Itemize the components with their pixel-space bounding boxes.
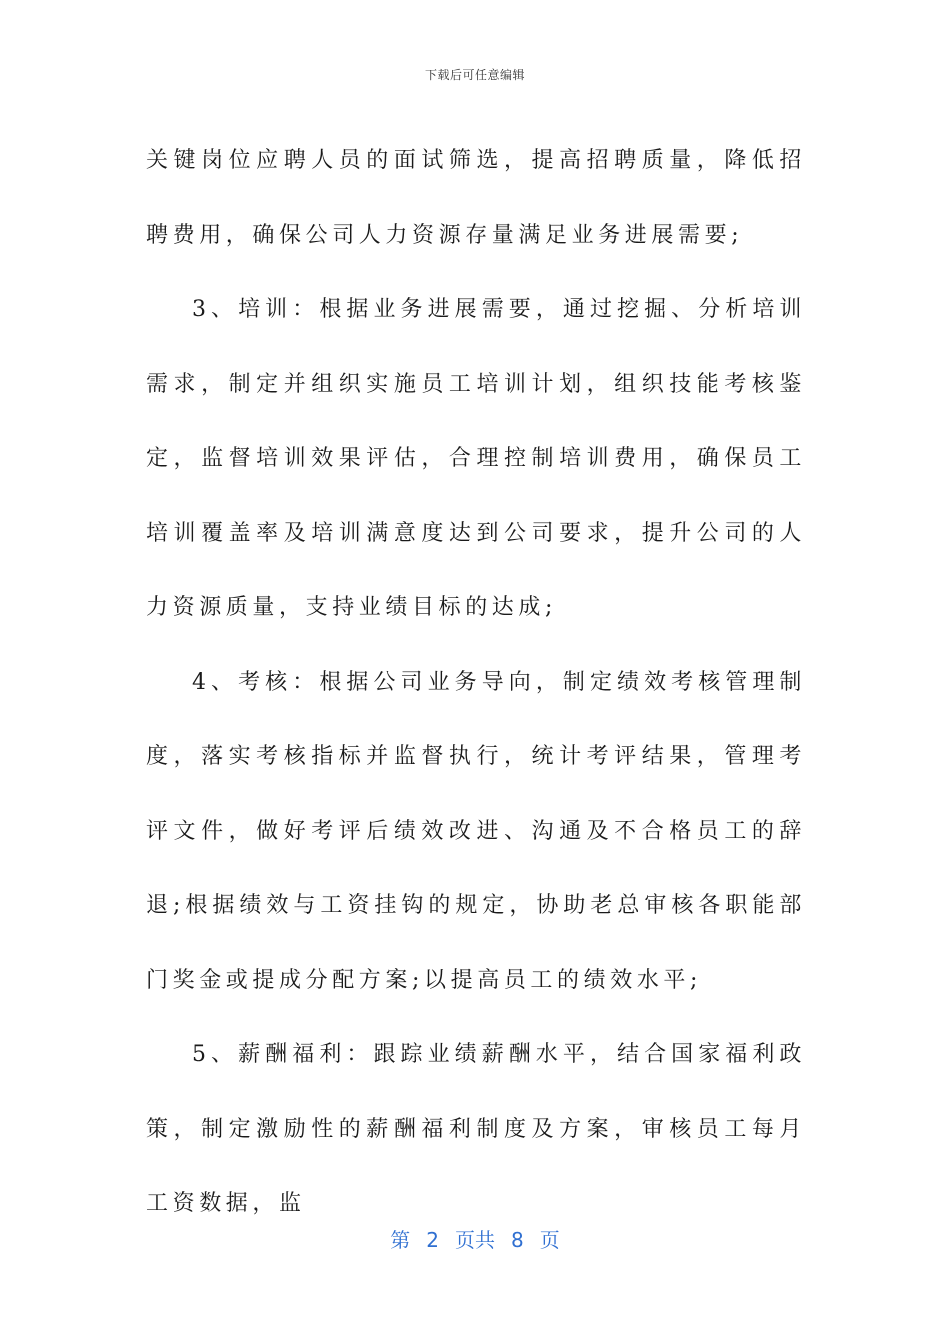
- footer-current-page: 2: [426, 1228, 439, 1252]
- paragraph-compensation: 5、薪酬福利：跟踪业绩薪酬水平，结合国家福利政策，制定激励性的薪酬福利制度及方案，审核员工每月工资数据，监: [146, 1042, 806, 1216]
- paragraph-assessment: 4、考核：根据公司业务导向，制定绩效考核管理制度，落实考核指标并监督执行，统计考评结果，管理考评文件，做好考评后绩效改进、沟通及不合格员工的辞退;根据绩效与工资挂钩的规定，协助老总审核各职能部门奖金或提成分配方案;以提高员工的绩效水平;: [146, 669, 806, 993]
- footer-label-of: 页共: [455, 1228, 495, 1252]
- footer-label-page: 第: [390, 1228, 411, 1252]
- document-body: [146, 124, 806, 1242]
- header-note: 下载后可任意编辑: [424, 68, 525, 82]
- page-footer: [0, 1224, 950, 1253]
- footer-label-end: 页: [539, 1228, 560, 1252]
- paragraph-recruitment-continued: 关键岗位应聘人员的面试筛选，提高招聘质量，降低招聘费用，确保公司人力资源存量满足业务进展需要;: [146, 148, 806, 248]
- paragraph-training: 3、培训：根据业务进展需要，通过挖掘、分析培训需求，制定并组织实施员工培训计划，组织技能考核鉴定，监督培训效果评估，合理控制培训费用，确保员工培训覆盖率及培训满意度达到公司要求，提升公司的人力资源质量，支持业绩目标的达成;: [146, 297, 806, 620]
- footer-total-pages: 8: [511, 1228, 524, 1252]
